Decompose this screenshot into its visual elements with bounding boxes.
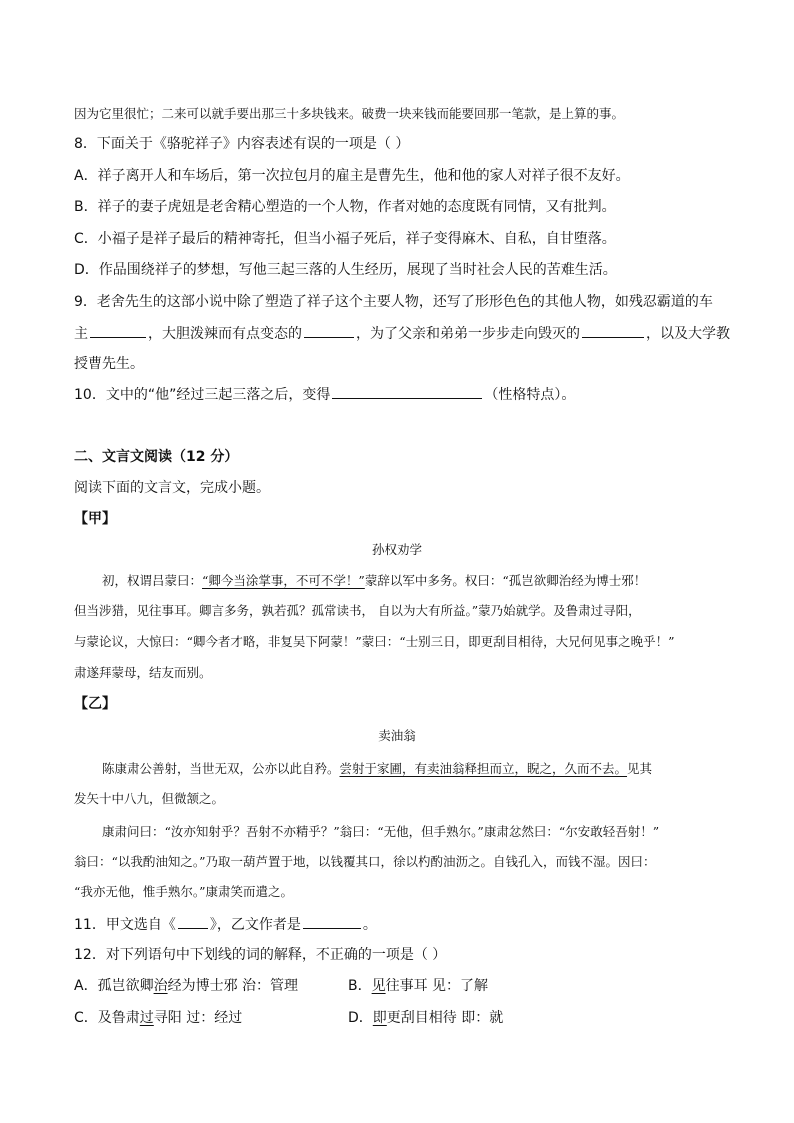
jia-p1-underlined: “卿今当涂掌事，不可不学！” xyxy=(202,573,365,588)
q9-line1: 9．老舍先生的这部小说中除了塑造了祥子这个主要人物，还写了形形色色的其他人物，如残忍霸道的车 xyxy=(74,294,713,310)
q10-text-a: 10．文中的“他”经过三起三落之后，变得 xyxy=(74,387,331,403)
jia-p1-a: 初，权谓吕蒙曰： xyxy=(102,573,203,588)
q11-text-b: 》，乙文作者是 xyxy=(209,917,301,933)
q12-d-post: 更刮目相待 即：就 xyxy=(386,1010,504,1026)
yi-para-4: 翁曰：“以我酌油知之。”乃取一葫芦置于地，以钱覆其口，徐以杓酌油沥之。自钱孔入，而钱不湿。因曰： xyxy=(74,854,656,869)
q12-b-post: 往事耳 见：了解 xyxy=(385,978,489,994)
intro-line: 因为它里很忙；二来可以就手要出那三十多块钱来。破费一块来钱而能要回那一笔款，是上算的事。 xyxy=(74,106,625,121)
yi-para-2: 发矢十中八九，但微颔之。 xyxy=(74,791,225,806)
jia-para-1 xyxy=(102,571,646,591)
q12-c-word: 过 xyxy=(139,1010,154,1026)
q9-blank-3[interactable] xyxy=(582,323,644,338)
q12-option-c xyxy=(74,1008,242,1028)
q9-blank-1[interactable] xyxy=(90,323,146,338)
q10-blank[interactable] xyxy=(332,384,482,399)
yi-title: 卖油翁 xyxy=(378,728,416,743)
q9-line2 xyxy=(74,323,730,344)
q10-text-b: （性格特点）。 xyxy=(484,387,576,403)
q8-option-d: D．作品围绕祥子的梦想，写他三起三落的人生经历，展现了当时社会人民的苦难生活。 xyxy=(74,262,617,278)
q9-text-a: 主 xyxy=(74,326,88,342)
yi-para-3: 康肃问曰：“汝亦知射乎？吾射不亦精乎？”翁曰：“无他，但手熟尔。”康肃忿然曰：“尔安敢轻吾射！” xyxy=(102,824,660,839)
jia-para-2: 但当涉猎，见往事耳。卿言多务，孰若孤？孤常读书， 自以为大有所益。”蒙乃始就学。及鲁肃过寻阳， xyxy=(74,603,641,618)
jia-label: 【甲】 xyxy=(74,511,116,527)
q9-line3: 授曹先生。 xyxy=(74,356,144,372)
q9-text-d: ，以及大学教 xyxy=(646,326,730,342)
q11-blank-2[interactable] xyxy=(303,914,361,929)
jia-title: 孙权劝学 xyxy=(371,542,422,557)
q8-stem: 8．下面关于《骆驼祥子》内容表述有误的一项是（ ） xyxy=(74,136,410,152)
q12-c-post: 寻阳 过：经过 xyxy=(153,1010,243,1026)
q8-option-c: C．小福子是祥子最后的精神寄托，但当小福子死后，祥子变得麻木、自私，自甘堕落。 xyxy=(74,231,616,247)
q8-option-b: B．祥子的妻子虎妞是老舍精心塑造的一个人物，作者对她的态度既有同情，又有批判。 xyxy=(74,199,616,215)
q9-text-c: ，为了父亲和弟弟一步步走向毁灭的 xyxy=(356,326,580,342)
q12-d-pre: D． xyxy=(348,1010,373,1026)
q12-a-pre: A．孤岂欲卿 xyxy=(74,978,154,994)
yi-p1-a: 陈康肃公善射，当世无双，公亦以此自矜。 xyxy=(102,761,340,776)
q11-line xyxy=(74,914,377,935)
q12-stem: 12．对下列语句中下划线的词的解释，不正确的一项是（ ） xyxy=(74,947,447,963)
yi-label: 【乙】 xyxy=(74,696,116,712)
yi-para-1 xyxy=(102,759,652,779)
jia-p1-b: 蒙辞以军中多务。权曰：“孤岂欲卿治经为博士邪！ xyxy=(364,573,647,588)
q10-line xyxy=(74,384,575,405)
q12-option-d xyxy=(348,1008,503,1028)
jia-para-3: 与蒙论议，大惊曰：“卿今者才略，非复吴下阿蒙！”蒙曰：“士别三日，即更刮目相待，大兄何见事之晚乎！” xyxy=(74,634,675,649)
section2-instruction: 阅读下面的文言文，完成小题。 xyxy=(74,480,270,496)
q8-option-a: A．祥子离开人和车场后，第一次拉包月的雇主是曹先生，他和他的家人对祥子很不友好。 xyxy=(74,168,630,184)
q9-blank-2[interactable] xyxy=(304,323,354,338)
yi-p1-b: 见其 xyxy=(627,761,653,776)
q11-text-c: 。 xyxy=(362,917,377,933)
q12-c-pre: C．及鲁肃 xyxy=(74,1010,140,1026)
q9-text-b: ，大胆泼辣而有点变态的 xyxy=(148,326,302,342)
jia-para-4: 肃遂拜蒙母，结友而别。 xyxy=(74,665,212,680)
q12-option-a xyxy=(74,976,298,996)
q12-d-word: 即 xyxy=(372,1010,387,1026)
q12-option-b xyxy=(348,976,488,996)
yi-p1-underlined: 尝射于家圃，有卖油翁释担而立，睨之，久而不去。 xyxy=(339,761,628,776)
q11-text-a: 11．甲文选自《 xyxy=(74,917,176,933)
section2-heading: 二、文言文阅读（12 分） xyxy=(74,449,239,465)
q12-a-post: 经为博士邪 治：管理 xyxy=(167,978,299,994)
q12-a-word: 治 xyxy=(153,978,168,994)
q11-blank-1[interactable] xyxy=(178,914,208,929)
q12-b-pre: B． xyxy=(348,978,372,994)
yi-para-5: “我亦无他，惟手熟尔。”康肃笑而遣之。 xyxy=(74,884,294,899)
q12-b-word: 见 xyxy=(371,978,386,994)
